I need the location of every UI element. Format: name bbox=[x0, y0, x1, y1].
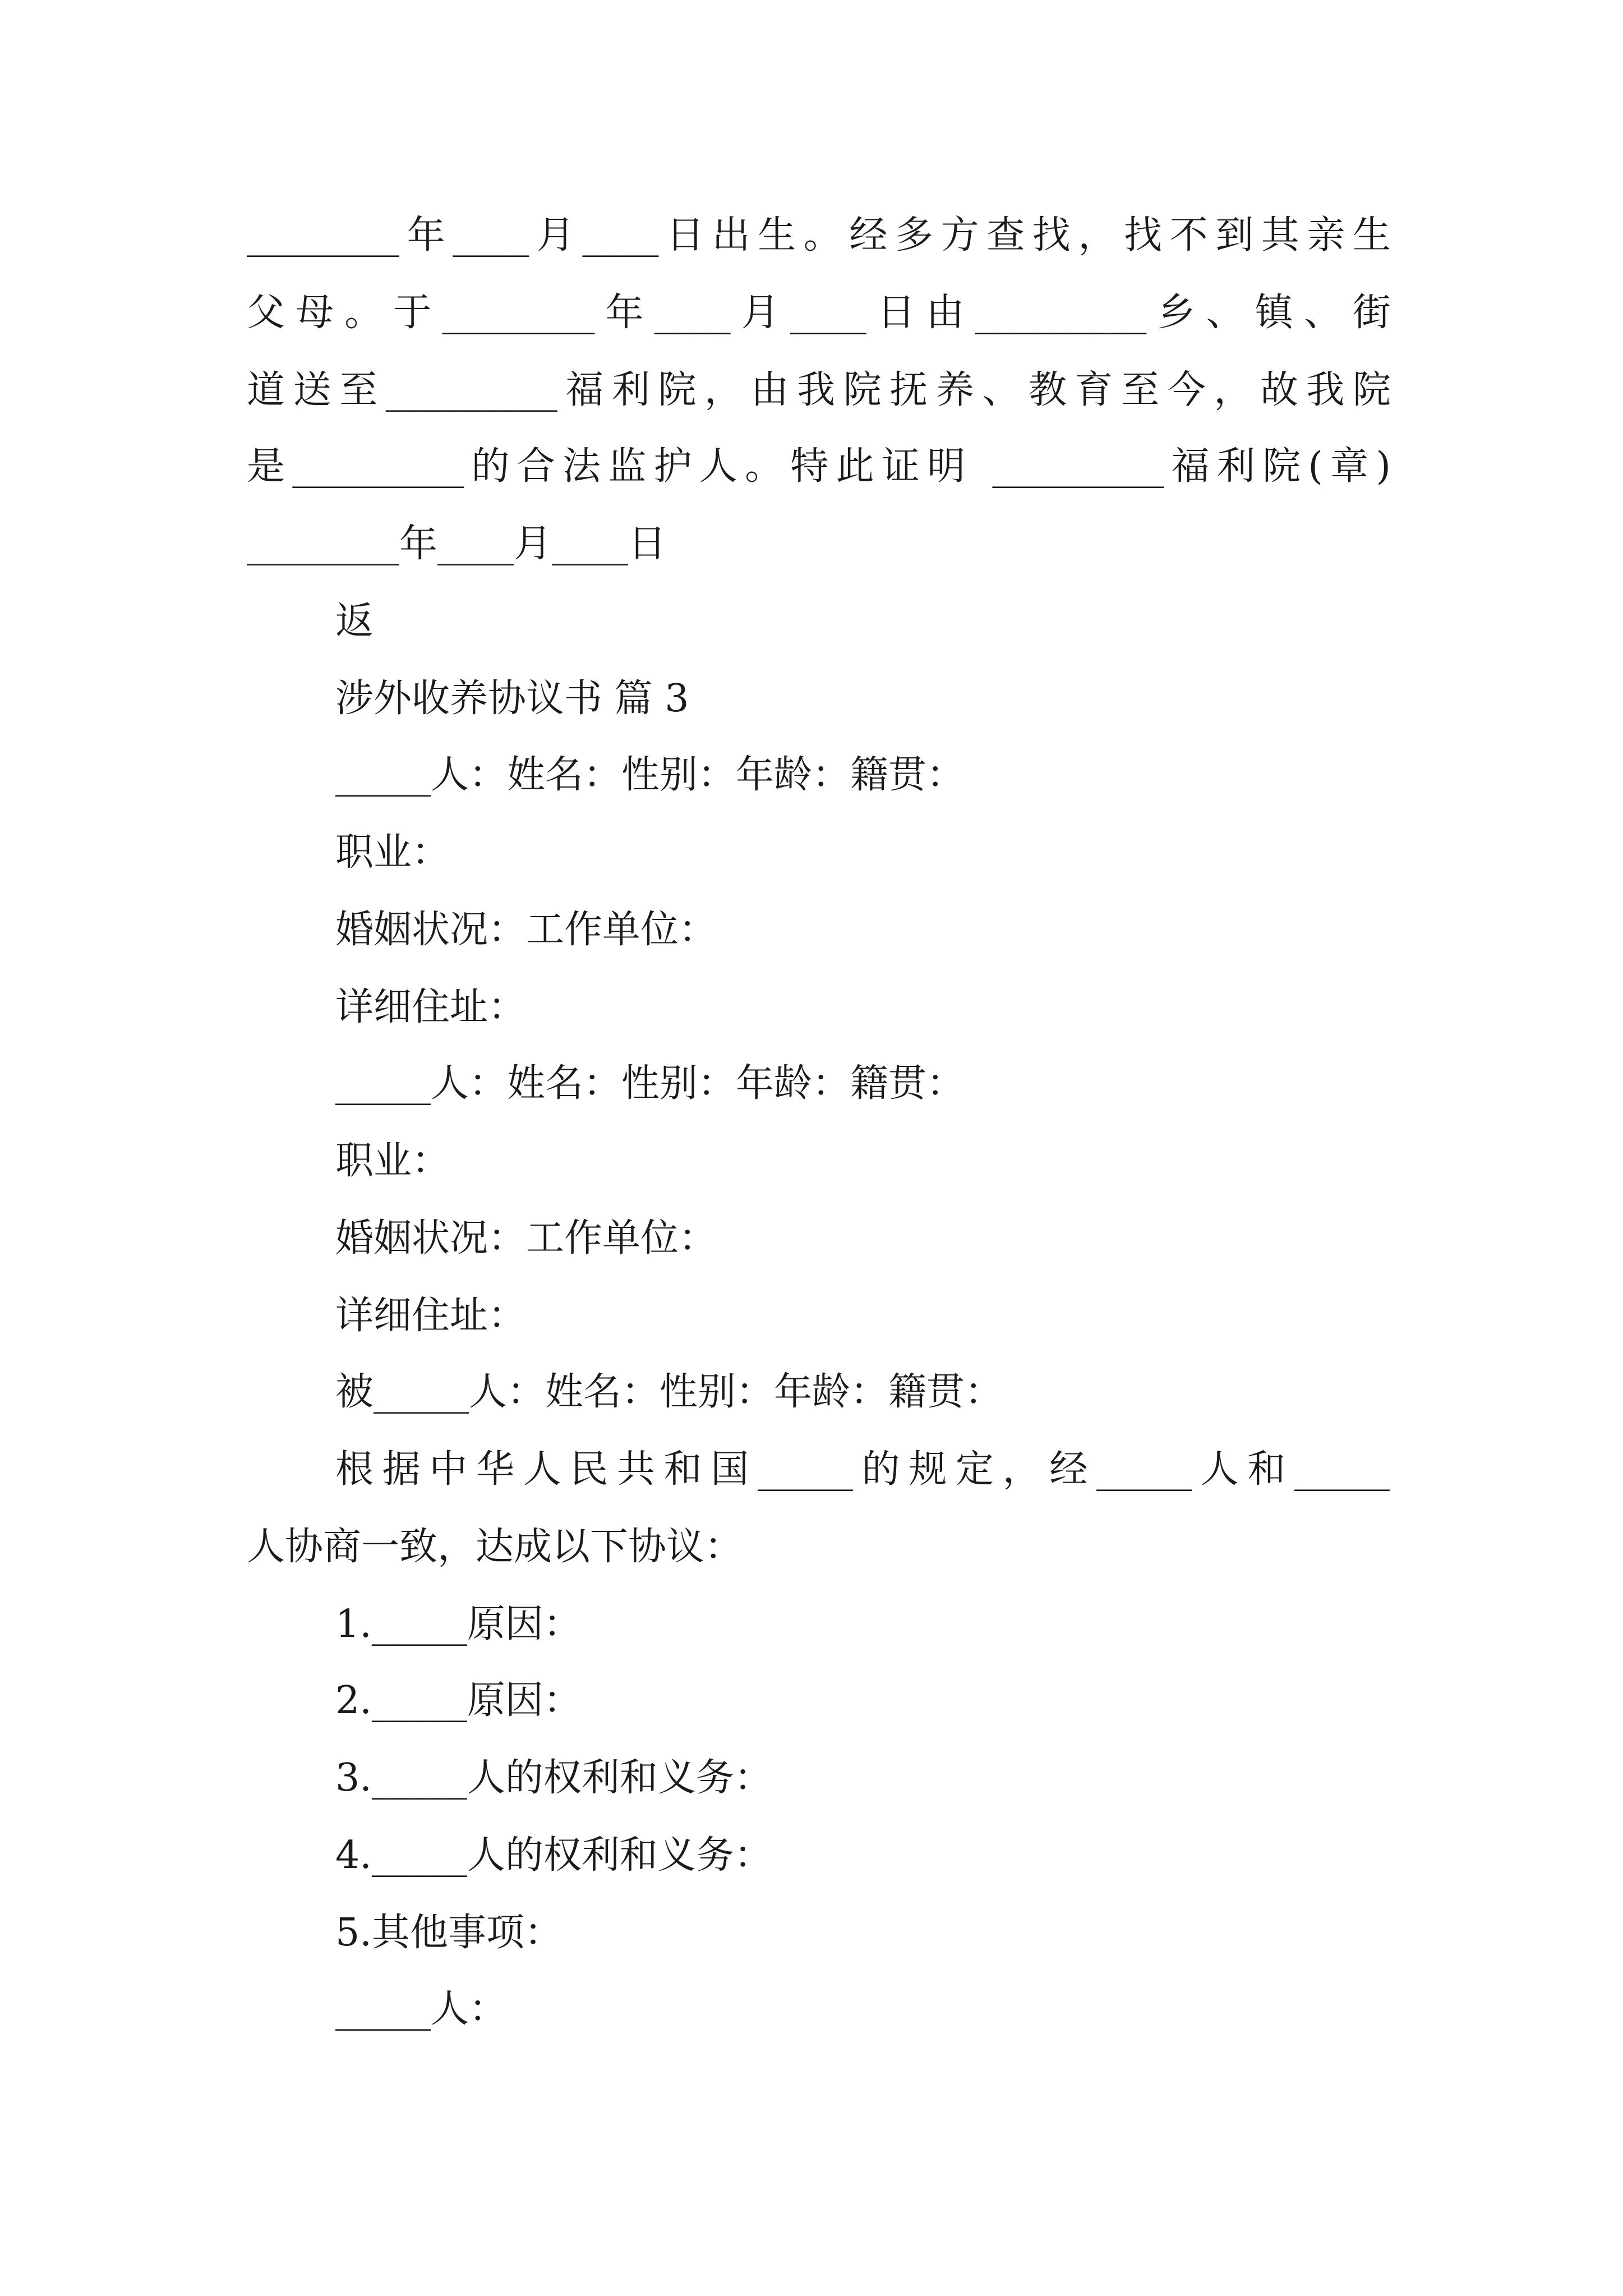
party-a-marital: 婚姻状况：工作单位： bbox=[335, 908, 717, 952]
section-title: 涉外收养协议书 篇 3 bbox=[335, 677, 689, 721]
clause-item: 2._____原因： bbox=[335, 1678, 582, 1723]
party-b-marital: 婚姻状况：工作单位： bbox=[335, 1216, 717, 1260]
party-b-occupation: 职业： bbox=[335, 1139, 450, 1183]
party-a-occupation: 职业： bbox=[335, 830, 450, 875]
party-a-info: _____人：姓名：性别：年龄：籍贯： bbox=[335, 753, 965, 797]
clause-item: 1._____原因： bbox=[335, 1602, 582, 1646]
adoptee-info: 被_____人：姓名：性别：年龄：籍贯： bbox=[335, 1370, 1003, 1414]
certificate-line-2: 父母。于________年____月____日由_________乡、镇、街 bbox=[247, 291, 1391, 335]
agreement-intro-line-1: 根据中华人民共和国_____的规定，经_____人和_____ bbox=[335, 1447, 1390, 1492]
certificate-date-line: ________年____月____日 bbox=[247, 522, 667, 566]
party-a-address: 详细住址： bbox=[335, 985, 527, 1029]
clause-item: 3._____人的权利和义务： bbox=[335, 1756, 772, 1800]
party-b-info: _____人：姓名：性别：年龄：籍贯： bbox=[335, 1061, 965, 1106]
certificate-line-3: 道送至_________福利院，由我院抚养、教育至今，故我院 bbox=[247, 368, 1391, 412]
clause-item: 5.其他事项： bbox=[335, 1911, 562, 1955]
agreement-intro-line-2: 人协商一致，达成以下协议： bbox=[247, 1525, 743, 1569]
certificate-line-4: 是_________的合法监护人。特此证明 _________福利院(章) bbox=[247, 444, 1391, 489]
party-b-address: 详细住址： bbox=[335, 1294, 527, 1338]
clause-item: 4._____人的权利和义务： bbox=[335, 1833, 772, 1878]
certificate-line-1: ________年____月____日出生。经多方查找，找不到其亲生 bbox=[247, 213, 1391, 257]
signature-line: _____人： bbox=[335, 1987, 508, 2031]
return-link[interactable]: 返 bbox=[335, 599, 374, 643]
